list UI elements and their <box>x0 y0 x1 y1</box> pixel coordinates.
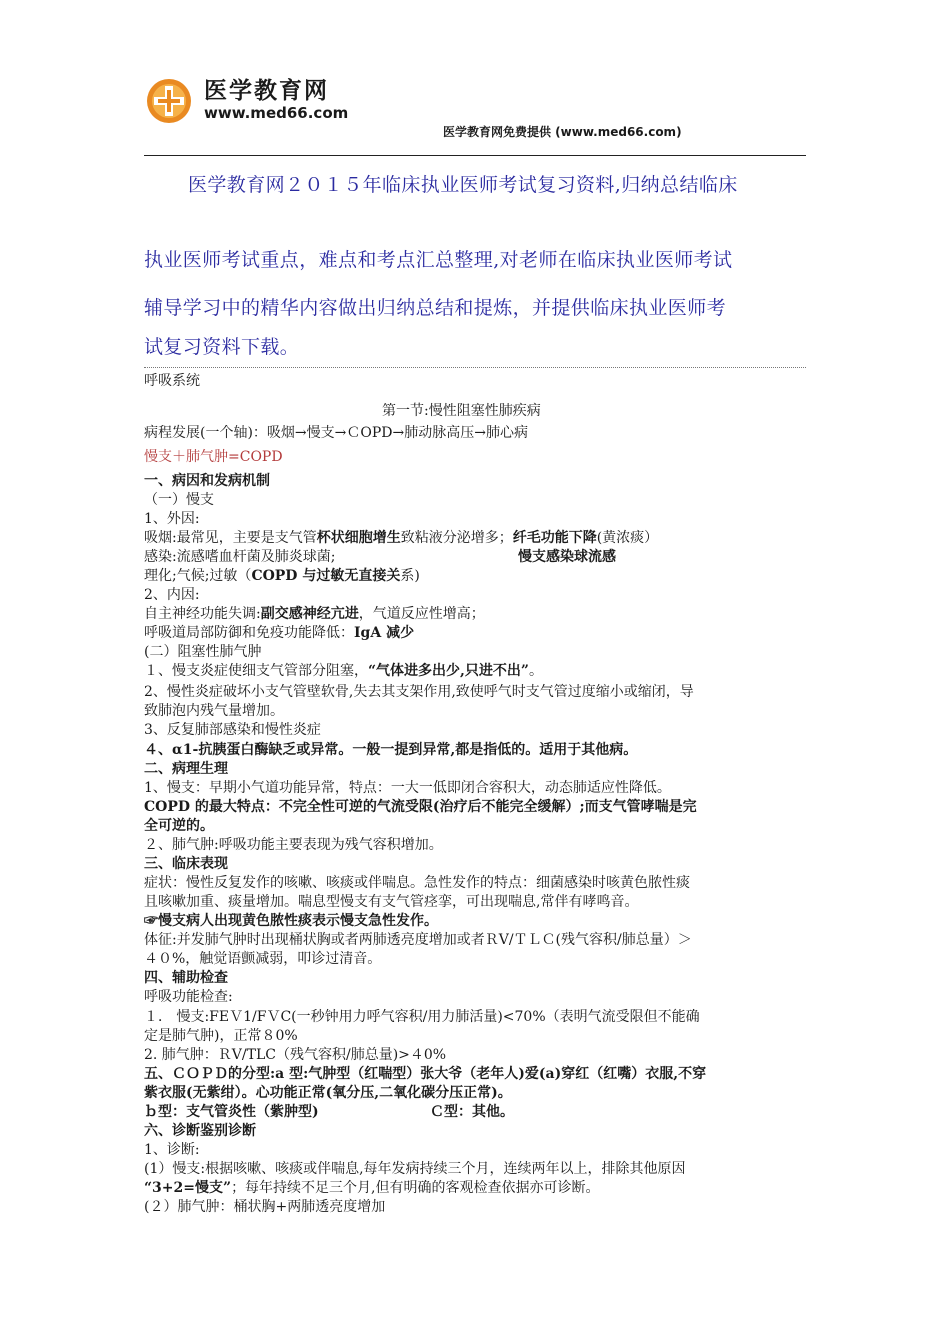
heading-pathophysiology: 二、病理生理 <box>144 761 228 777</box>
patho-line-2b: 全可逆的。 <box>144 818 214 834</box>
internal-causes: 2、内因: <box>144 587 200 603</box>
aux-line-2: 定是肺气肿)，正常８0% <box>144 1028 298 1044</box>
aux-line-0: 呼吸功能检查: <box>144 989 233 1005</box>
clinical-line-3: ☞慢支病人出现黄色脓性痰表示慢支急性发作。 <box>144 913 438 929</box>
copd-types-line-3: ｂ型：支气管炎性（紫肿型) Ｃ型：其他。 <box>144 1104 514 1120</box>
aux-line-3: 2. 肺气肿：ＲⅤ/TLC（残气容积/肺总量)>４0% <box>144 1047 447 1063</box>
diagnosis-line-1: (1）慢支:根据咳嗽、咳痰或伴喘息,每年发病持续三个月，连续两年以上，排除其他原因 <box>144 1161 686 1177</box>
heading-clinical: 三、临床表现 <box>144 856 228 872</box>
emphysema-point-1: １、慢支炎症使细支气管部分阻塞，“气体进多出少,只进不出”。 <box>144 663 543 679</box>
patho-line-2a: COPD 的最大特点：不完全性可逆的气流受限(治疗后不能完全缓解）;而支气管哮喘是完 <box>144 799 697 815</box>
intro-line-1: 医学教育网２０１５年临床执业医师考试复习资料,归纳总结临床 <box>188 174 738 196</box>
intro-line-4: 试复习资料下载。 <box>144 336 300 358</box>
diagnosis-line-2: “3+2=慢支”；每年持续不足三个月,但有明确的客观检查依据亦可诊断。 <box>144 1180 600 1196</box>
header-divider <box>144 155 806 156</box>
autonomic-line: 自主神经功能失调:副交感神经亢进，气道反应性增高； <box>144 606 485 622</box>
sub-chronic-bronchitis: （一）慢支 <box>144 492 214 508</box>
emphysema-point-2b: 致肺泡内残气量增加。 <box>144 703 284 719</box>
header-provided-by: 医学教育网免费提供 (www.med66.com) <box>443 125 682 139</box>
clinical-line-4: 体征:并发肺气肿时出现桶状胸或者两肺透亮度增加或者ＲⅤ/ＴＬＣ(残气容积/肺总量）＞ <box>144 932 692 948</box>
formula-line: 慢支＋肺气肿=COPD <box>144 449 283 465</box>
diagnosis-line-3: (２）肺气肿：桶状胸+两肺透亮度增加 <box>144 1199 386 1215</box>
clinical-line-1: 症状：慢性反复发作的咳嗽、咳痰或伴喘息。急性发作的特点：细菌感染时咳黄色脓性痰 <box>144 875 690 891</box>
logo-chinese-text: 医学教育网 <box>204 78 329 104</box>
patho-line-3: ２、肺气肿:呼吸功能主要表现为残气容积增加。 <box>144 837 443 853</box>
heading-auxiliary: 四、辅助检查 <box>144 970 228 986</box>
system-label: 呼吸系统 <box>144 373 200 389</box>
med66-logo-icon <box>146 78 192 124</box>
smoking-line: 吸烟:最常见，主要是支气管杯状细胞增生致粘液分泌增多；纤毛功能下降(黄浓痰） <box>144 530 659 546</box>
sub-emphysema: (二）阻塞性肺气肿 <box>144 644 262 660</box>
emphysema-point-4: ４、α1-抗胰蛋白酶缺乏或异常。一般一提到异常,都是指低的。适用于其他病。 <box>144 742 638 758</box>
clinical-line-2: 且咳嗽加重、痰量增加。喘息型慢支有支气管痉挛，可出现喘息,常伴有哮鸣音。 <box>144 894 639 910</box>
clinical-line-5: ４０%，触觉语颤减弱，叩诊过清音。 <box>144 951 382 967</box>
aux-line-1: １． 慢支:FEＶ1/FＶC(一秒钟用力呼气容积/用力肺活量)<70%（表明气流受限但不能确 <box>144 1009 700 1025</box>
intro-line-2: 执业医师考试重点，难点和考点汇总整理,对老师在临床执业医师考试 <box>144 249 733 271</box>
section-title: 第一节:慢性阻塞性肺疾病 <box>382 403 541 419</box>
patho-line-1: 1、慢支：早期小气道功能异常，特点：一大一低即闭合容积大，动态肺适应性降低。 <box>144 780 671 796</box>
external-causes: 1、外因: <box>144 511 200 527</box>
copd-types-line-2: 紫衣服(无紫绀）。心功能正常(氧分压,二氧化碳分压正常)。 <box>144 1085 512 1101</box>
heading-diagnosis: 六、诊断鉴别诊断 <box>144 1123 256 1139</box>
course-line: 病程发展(一个轴)：吸烟→慢支→ＣOPD→肺动脉高压→肺心病 <box>144 425 528 441</box>
intro-divider <box>144 367 806 368</box>
emphysema-point-2a: 2、慢性炎症破坏小支气管壁软骨,失去其支架作用,致使呼气时支气管过度缩小或缩闭，导 <box>144 684 694 700</box>
intro-line-3: 辅导学习中的精华内容做出归纳总结和提炼，并提供临床执业医师考 <box>144 297 727 319</box>
heading-copd-types: 五、ＣＯＰＤ的分型:a 型:气肿型（红喘型）张大爷（老年人)爱(a)穿红（红嘴）衣服,不穿 <box>144 1066 707 1082</box>
immune-line: 呼吸道局部防御和免疫功能降低：IgA 减少 <box>144 625 415 641</box>
logo-url-text: www.med66.com <box>204 104 349 122</box>
infection-line: 感染:流感嗜血杆菌及肺炎球菌; 慢支感染球流感 <box>144 549 616 565</box>
physical-chemical-line: 理化;气候;过敏（COPD 与过敏无直接关系) <box>144 568 420 584</box>
heading-etiology: 一、病因和发病机制 <box>144 473 270 489</box>
diagnosis-line-0: 1、诊断: <box>144 1142 200 1158</box>
emphysema-point-3: 3、反复肺部感染和慢性炎症 <box>144 722 321 738</box>
site-logo[interactable] <box>146 76 406 126</box>
